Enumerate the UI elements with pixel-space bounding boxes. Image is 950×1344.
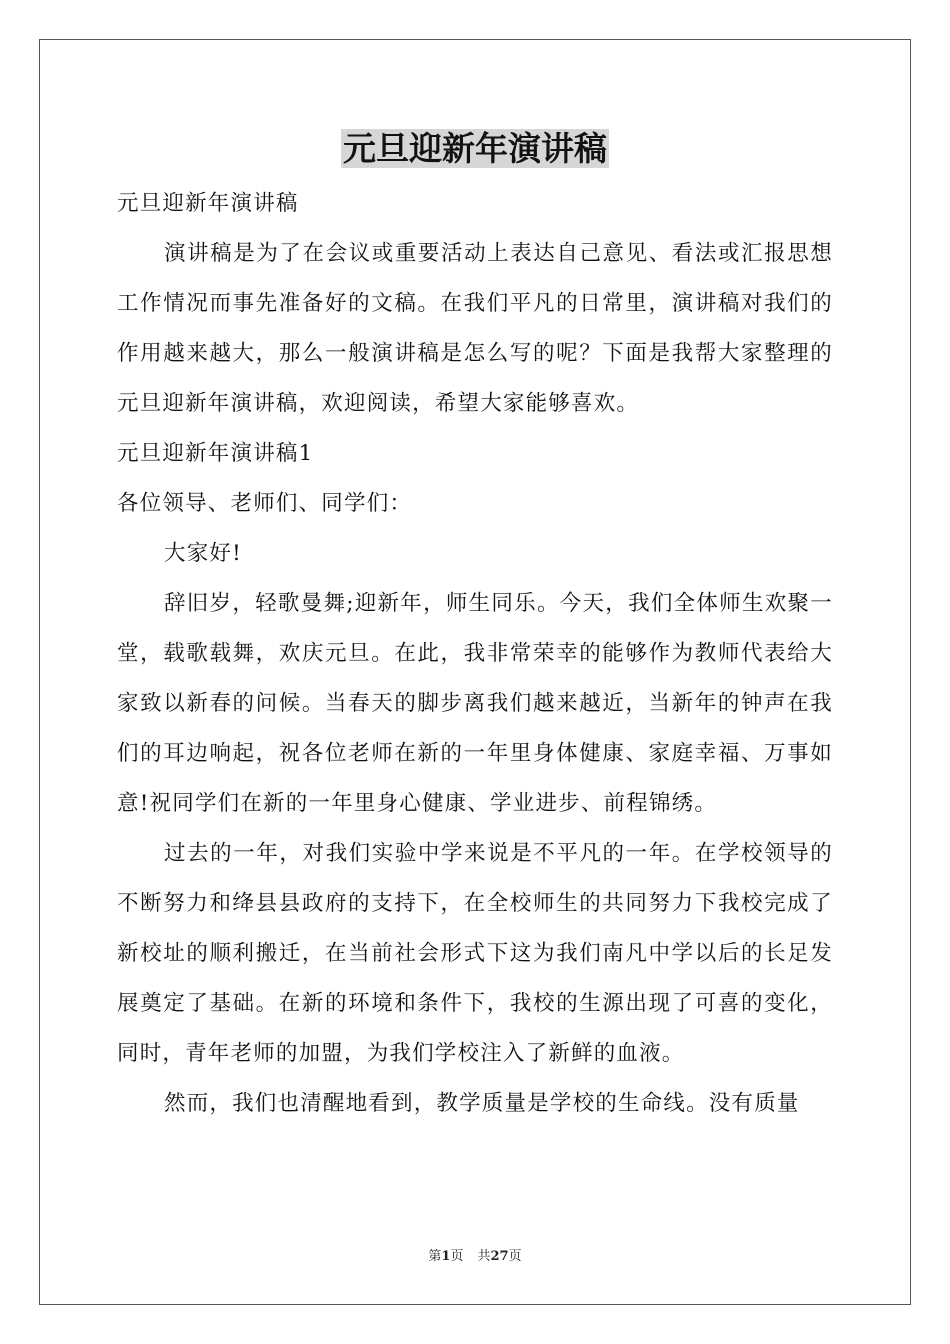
page-suffix: 页: [450, 1249, 464, 1264]
document-body: [117, 179, 833, 1129]
body-paragraph: 然而，我们也清醒地看到，教学质量是学校的生命线。没有质量: [164, 1091, 800, 1116]
intro-paragraph: 演讲稿是为了在会议或重要活动上表达自己意见、看法或汇报思想工作情况而事先准备好的文稿。在我们平凡的日常里，演讲稿对我们的作用越来越大，那么一般演讲稿是怎么写的呢？下面是我帮大家整理的元旦迎新年演讲稿，欢迎阅读，希望大家能够喜欢。: [117, 241, 833, 416]
total-suffix: 页: [508, 1249, 522, 1264]
greeting: 大家好!: [164, 541, 242, 566]
body-paragraph: 辞旧岁，轻歌曼舞;迎新年，师生同乐。今天，我们全体师生欢聚一堂，载歌载舞，欢庆元旦。在此，我非常荣幸的能够作为教师代表给大家致以新春的问候。当春天的脚步离我们越来越近，当新年的钟声在我们的耳边响起，祝各位老师在新的一年里身体健康、家庭幸福、万事如意!祝同学们在新的一年里身心健康、学业进步、前程锦绣。: [117, 591, 833, 816]
total-pages: 27: [490, 1249, 509, 1264]
page-prefix: 第: [428, 1249, 442, 1264]
document-title: [0, 128, 950, 170]
document-title-text: 元旦迎新年演讲稿: [343, 129, 607, 168]
page-footer: [0, 1248, 950, 1266]
body-paragraph: 过去的一年，对我们实验中学来说是不平凡的一年。在学校领导的不断努力和绛县县政府的支持下，在全校师生的共同努力下我校完成了新校址的顺利搬迁，在当前社会形式下这为我们南凡中学以后的长足发展奠定了基础。在新的环境和条件下，我校的生源出现了可喜的变化，同时，青年老师的加盟，为我们学校注入了新鲜的血液。: [117, 841, 833, 1066]
page-number: 1: [441, 1249, 451, 1264]
salutation: 各位领导、老师们、同学们：: [117, 491, 413, 516]
subtitle-line: 元旦迎新年演讲稿: [117, 191, 299, 216]
section-heading: 元旦迎新年演讲稿1: [117, 441, 314, 466]
total-prefix: 共: [477, 1249, 491, 1264]
